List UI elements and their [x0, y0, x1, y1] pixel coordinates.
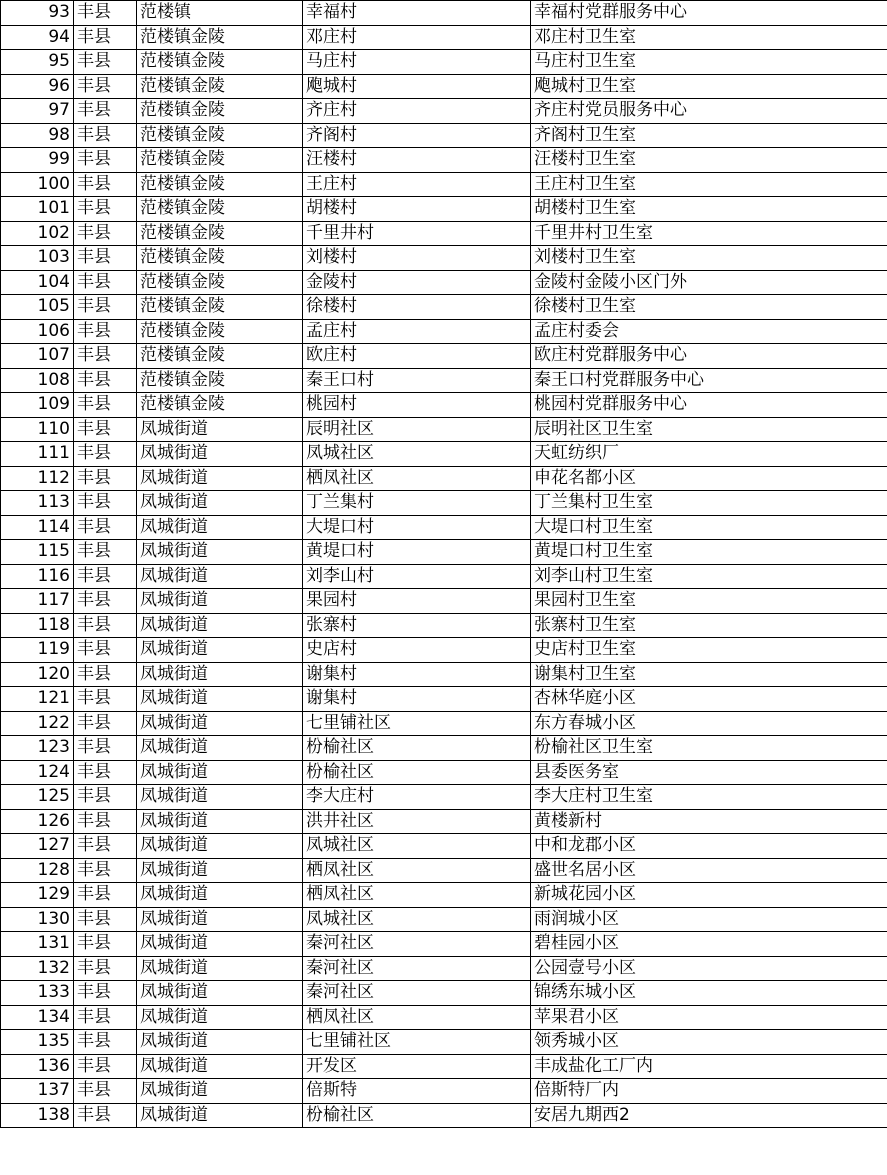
site-cell: 杏林华庭小区 [531, 687, 887, 712]
town-cell: 范楼镇金陵 [137, 246, 303, 271]
town-cell: 凤城街道 [137, 1054, 303, 1079]
county-cell: 丰县 [74, 197, 137, 222]
village-cell: 齐阁村 [303, 123, 531, 148]
row-number-cell: 122 [1, 711, 74, 736]
site-cell: 领秀城小区 [531, 1030, 887, 1055]
county-cell: 丰县 [74, 319, 137, 344]
row-number-cell: 120 [1, 662, 74, 687]
row-number-cell: 133 [1, 981, 74, 1006]
village-cell: 王庄村 [303, 172, 531, 197]
town-cell: 凤城街道 [137, 809, 303, 834]
town-cell: 凤城街道 [137, 442, 303, 467]
row-number-cell: 135 [1, 1030, 74, 1055]
row-number-cell: 123 [1, 736, 74, 761]
site-cell: 苹果君小区 [531, 1005, 887, 1030]
county-cell: 丰县 [74, 417, 137, 442]
site-cell: 枌榆社区卫生室 [531, 736, 887, 761]
village-cell: 桃园村 [303, 393, 531, 418]
county-cell: 丰县 [74, 736, 137, 761]
row-number-cell: 112 [1, 466, 74, 491]
site-cell: 张寨村卫生室 [531, 613, 887, 638]
village-cell: 胡楼村 [303, 197, 531, 222]
county-cell: 丰县 [74, 99, 137, 124]
town-cell: 凤城街道 [137, 638, 303, 663]
site-cell: 黄楼新村 [531, 809, 887, 834]
village-cell: 黄堤口村 [303, 540, 531, 565]
town-cell: 范楼镇金陵 [137, 50, 303, 75]
table-row [1, 1, 887, 26]
row-number-cell: 109 [1, 393, 74, 418]
village-cell: 倍斯特 [303, 1079, 531, 1104]
table-row [1, 907, 887, 932]
row-number-cell: 138 [1, 1103, 74, 1128]
row-number-cell: 128 [1, 858, 74, 883]
site-cell: 齐庄村党员服务中心 [531, 99, 887, 124]
table-body [1, 1, 887, 1128]
table-row [1, 319, 887, 344]
table-row [1, 687, 887, 712]
county-cell: 丰县 [74, 956, 137, 981]
site-cell: 齐阁村卫生室 [531, 123, 887, 148]
town-cell: 凤城街道 [137, 956, 303, 981]
village-cell: 七里铺社区 [303, 711, 531, 736]
table-row [1, 809, 887, 834]
row-number-cell: 129 [1, 883, 74, 908]
table-row [1, 540, 887, 565]
row-number-cell: 131 [1, 932, 74, 957]
site-cell: 新城花园小区 [531, 883, 887, 908]
site-cell: 桃园村党群服务中心 [531, 393, 887, 418]
row-number-cell: 114 [1, 515, 74, 540]
site-cell: 史店村卫生室 [531, 638, 887, 663]
county-cell: 丰县 [74, 687, 137, 712]
village-cell: 欧庄村 [303, 344, 531, 369]
town-cell: 范楼镇金陵 [137, 172, 303, 197]
row-number-cell: 108 [1, 368, 74, 393]
county-cell: 丰县 [74, 1079, 137, 1104]
county-cell: 丰县 [74, 711, 137, 736]
site-cell: 丁兰集村卫生室 [531, 491, 887, 516]
row-number-cell: 96 [1, 74, 74, 99]
town-cell: 范楼镇金陵 [137, 74, 303, 99]
site-cell: 黄堤口村卫生室 [531, 540, 887, 565]
row-number-cell: 116 [1, 564, 74, 589]
town-cell: 范楼镇金陵 [137, 99, 303, 124]
table-row [1, 221, 887, 246]
town-cell: 凤城街道 [137, 760, 303, 785]
row-number-cell: 103 [1, 246, 74, 271]
village-cell: 谢集村 [303, 662, 531, 687]
table-row [1, 932, 887, 957]
county-cell: 丰县 [74, 1054, 137, 1079]
county-cell: 丰县 [74, 246, 137, 271]
table-row [1, 1054, 887, 1079]
site-cell: 中和龙郡小区 [531, 834, 887, 859]
town-cell: 凤城街道 [137, 662, 303, 687]
row-number-cell: 98 [1, 123, 74, 148]
county-cell: 丰县 [74, 564, 137, 589]
table-row [1, 589, 887, 614]
table-row [1, 270, 887, 295]
village-cell: 果园村 [303, 589, 531, 614]
table-row [1, 711, 887, 736]
table-row [1, 638, 887, 663]
town-cell: 范楼镇金陵 [137, 25, 303, 50]
town-cell: 凤城街道 [137, 981, 303, 1006]
row-number-cell: 132 [1, 956, 74, 981]
village-cell: 马庄村 [303, 50, 531, 75]
table-row [1, 883, 887, 908]
county-cell: 丰县 [74, 613, 137, 638]
table-row [1, 466, 887, 491]
site-cell: 丰成盐化工厂内 [531, 1054, 887, 1079]
table-row [1, 172, 887, 197]
site-cell: 安居九期西2 [531, 1103, 887, 1128]
village-cell: 刘李山村 [303, 564, 531, 589]
village-cell: 金陵村 [303, 270, 531, 295]
town-cell: 范楼镇金陵 [137, 197, 303, 222]
town-cell: 凤城街道 [137, 589, 303, 614]
row-number-cell: 105 [1, 295, 74, 320]
table-row [1, 417, 887, 442]
village-cell: 飑城村 [303, 74, 531, 99]
row-number-cell: 117 [1, 589, 74, 614]
table-row [1, 785, 887, 810]
table-row [1, 99, 887, 124]
village-cell: 凤城社区 [303, 834, 531, 859]
town-cell: 凤城街道 [137, 834, 303, 859]
site-cell: 秦王口村党群服务中心 [531, 368, 887, 393]
site-cell: 马庄村卫生室 [531, 50, 887, 75]
site-cell: 公园壹号小区 [531, 956, 887, 981]
table-row [1, 760, 887, 785]
town-cell: 凤城街道 [137, 687, 303, 712]
row-number-cell: 102 [1, 221, 74, 246]
table-row [1, 834, 887, 859]
village-cell: 刘楼村 [303, 246, 531, 271]
row-number-cell: 127 [1, 834, 74, 859]
row-number-cell: 130 [1, 907, 74, 932]
village-cell: 开发区 [303, 1054, 531, 1079]
row-number-cell: 137 [1, 1079, 74, 1104]
site-cell: 东方春城小区 [531, 711, 887, 736]
site-cell: 孟庄村委会 [531, 319, 887, 344]
county-cell: 丰县 [74, 662, 137, 687]
county-cell: 丰县 [74, 270, 137, 295]
site-cell: 申花名都小区 [531, 466, 887, 491]
row-number-cell: 134 [1, 1005, 74, 1030]
row-number-cell: 115 [1, 540, 74, 565]
table-row [1, 736, 887, 761]
town-cell: 凤城街道 [137, 613, 303, 638]
site-cell: 汪楼村卫生室 [531, 148, 887, 173]
village-cell: 枌榆社区 [303, 1103, 531, 1128]
site-cell: 县委医务室 [531, 760, 887, 785]
table-row [1, 50, 887, 75]
row-number-cell: 97 [1, 99, 74, 124]
town-cell: 凤城街道 [137, 491, 303, 516]
site-cell: 天虹纺织厂 [531, 442, 887, 467]
row-number-cell: 111 [1, 442, 74, 467]
village-cell: 汪楼村 [303, 148, 531, 173]
site-cell: 王庄村卫生室 [531, 172, 887, 197]
site-cell: 千里井村卫生室 [531, 221, 887, 246]
county-cell: 丰县 [74, 344, 137, 369]
county-cell: 丰县 [74, 295, 137, 320]
town-cell: 凤城街道 [137, 736, 303, 761]
site-cell: 刘楼村卫生室 [531, 246, 887, 271]
town-cell: 范楼镇金陵 [137, 221, 303, 246]
row-number-cell: 136 [1, 1054, 74, 1079]
county-cell: 丰县 [74, 981, 137, 1006]
town-cell: 凤城街道 [137, 907, 303, 932]
county-cell: 丰县 [74, 1103, 137, 1128]
village-cell: 千里井村 [303, 221, 531, 246]
town-cell: 凤城街道 [137, 858, 303, 883]
county-cell: 丰县 [74, 589, 137, 614]
town-cell: 凤城街道 [137, 515, 303, 540]
site-cell: 欧庄村党群服务中心 [531, 344, 887, 369]
table-row [1, 981, 887, 1006]
village-cell: 李大庄村 [303, 785, 531, 810]
table-row [1, 197, 887, 222]
village-cell: 史店村 [303, 638, 531, 663]
row-number-cell: 94 [1, 25, 74, 50]
row-number-cell: 106 [1, 319, 74, 344]
table-row [1, 491, 887, 516]
table-row [1, 368, 887, 393]
village-cell: 齐庄村 [303, 99, 531, 124]
table-row [1, 295, 887, 320]
county-cell: 丰县 [74, 883, 137, 908]
town-cell: 范楼镇金陵 [137, 148, 303, 173]
row-number-cell: 95 [1, 50, 74, 75]
county-cell: 丰县 [74, 540, 137, 565]
county-cell: 丰县 [74, 148, 137, 173]
row-number-cell: 126 [1, 809, 74, 834]
county-cell: 丰县 [74, 785, 137, 810]
site-cell: 大堤口村卫生室 [531, 515, 887, 540]
village-cell: 栖凤社区 [303, 883, 531, 908]
table-row [1, 25, 887, 50]
table-row [1, 442, 887, 467]
village-cell: 七里铺社区 [303, 1030, 531, 1055]
town-cell: 凤城街道 [137, 785, 303, 810]
table-row [1, 74, 887, 99]
county-cell: 丰县 [74, 1, 137, 26]
row-number-cell: 121 [1, 687, 74, 712]
county-cell: 丰县 [74, 50, 137, 75]
county-cell: 丰县 [74, 393, 137, 418]
row-number-cell: 119 [1, 638, 74, 663]
table-row [1, 1030, 887, 1055]
site-cell: 飑城村卫生室 [531, 74, 887, 99]
town-cell: 凤城街道 [137, 1030, 303, 1055]
row-number-cell: 107 [1, 344, 74, 369]
village-cell: 栖凤社区 [303, 1005, 531, 1030]
site-cell: 雨润城小区 [531, 907, 887, 932]
site-cell: 徐楼村卫生室 [531, 295, 887, 320]
table-row [1, 858, 887, 883]
county-cell: 丰县 [74, 515, 137, 540]
county-cell: 丰县 [74, 123, 137, 148]
town-cell: 凤城街道 [137, 540, 303, 565]
village-cell: 秦王口村 [303, 368, 531, 393]
town-cell: 凤城街道 [137, 1103, 303, 1128]
county-cell: 丰县 [74, 834, 137, 859]
town-cell: 范楼镇金陵 [137, 123, 303, 148]
table-row [1, 344, 887, 369]
county-cell: 丰县 [74, 25, 137, 50]
village-cell: 凤城社区 [303, 907, 531, 932]
village-cell: 辰明社区 [303, 417, 531, 442]
village-cell: 凤城社区 [303, 442, 531, 467]
town-cell: 凤城街道 [137, 466, 303, 491]
village-cell: 秦河社区 [303, 956, 531, 981]
town-cell: 凤城街道 [137, 711, 303, 736]
county-cell: 丰县 [74, 442, 137, 467]
table-row [1, 613, 887, 638]
row-number-cell: 93 [1, 1, 74, 26]
site-cell: 盛世名居小区 [531, 858, 887, 883]
row-number-cell: 125 [1, 785, 74, 810]
row-number-cell: 124 [1, 760, 74, 785]
table-row [1, 515, 887, 540]
county-cell: 丰县 [74, 1005, 137, 1030]
site-cell: 果园村卫生室 [531, 589, 887, 614]
county-cell: 丰县 [74, 74, 137, 99]
table-row [1, 246, 887, 271]
town-cell: 凤城街道 [137, 417, 303, 442]
table-row [1, 1079, 887, 1104]
town-cell: 范楼镇金陵 [137, 393, 303, 418]
village-cell: 枌榆社区 [303, 760, 531, 785]
town-cell: 凤城街道 [137, 883, 303, 908]
table-row [1, 393, 887, 418]
row-number-cell: 99 [1, 148, 74, 173]
village-cell: 张寨村 [303, 613, 531, 638]
table-row [1, 662, 887, 687]
village-cell: 孟庄村 [303, 319, 531, 344]
site-cell: 锦绣东城小区 [531, 981, 887, 1006]
town-cell: 凤城街道 [137, 1079, 303, 1104]
county-cell: 丰县 [74, 809, 137, 834]
county-cell: 丰县 [74, 368, 137, 393]
row-number-cell: 110 [1, 417, 74, 442]
village-cell: 秦河社区 [303, 932, 531, 957]
county-cell: 丰县 [74, 221, 137, 246]
county-cell: 丰县 [74, 760, 137, 785]
table-row [1, 1005, 887, 1030]
table-row [1, 148, 887, 173]
county-cell: 丰县 [74, 638, 137, 663]
town-cell: 凤城街道 [137, 932, 303, 957]
town-cell: 范楼镇金陵 [137, 319, 303, 344]
village-cell: 栖凤社区 [303, 466, 531, 491]
village-cell: 洪井社区 [303, 809, 531, 834]
site-cell: 李大庄村卫生室 [531, 785, 887, 810]
county-cell: 丰县 [74, 932, 137, 957]
village-cell: 丁兰集村 [303, 491, 531, 516]
county-cell: 丰县 [74, 907, 137, 932]
village-cell: 谢集村 [303, 687, 531, 712]
site-cell: 倍斯特厂内 [531, 1079, 887, 1104]
table-row [1, 564, 887, 589]
village-cell: 秦河社区 [303, 981, 531, 1006]
county-cell: 丰县 [74, 1030, 137, 1055]
town-cell: 凤城街道 [137, 1005, 303, 1030]
site-cell: 金陵村金陵小区门外 [531, 270, 887, 295]
table-row [1, 956, 887, 981]
village-cell: 大堤口村 [303, 515, 531, 540]
row-number-cell: 113 [1, 491, 74, 516]
village-cell: 徐楼村 [303, 295, 531, 320]
site-cell: 邓庄村卫生室 [531, 25, 887, 50]
town-cell: 凤城街道 [137, 564, 303, 589]
site-cell: 谢集村卫生室 [531, 662, 887, 687]
county-cell: 丰县 [74, 466, 137, 491]
row-number-cell: 101 [1, 197, 74, 222]
town-cell: 范楼镇金陵 [137, 344, 303, 369]
town-cell: 范楼镇金陵 [137, 270, 303, 295]
row-number-cell: 100 [1, 172, 74, 197]
site-cell: 辰明社区卫生室 [531, 417, 887, 442]
county-cell: 丰县 [74, 858, 137, 883]
site-cell: 刘李山村卫生室 [531, 564, 887, 589]
table-row [1, 123, 887, 148]
town-cell: 范楼镇 [137, 1, 303, 26]
town-cell: 范楼镇金陵 [137, 368, 303, 393]
row-number-cell: 104 [1, 270, 74, 295]
county-cell: 丰县 [74, 172, 137, 197]
site-cell: 碧桂园小区 [531, 932, 887, 957]
town-cell: 范楼镇金陵 [137, 295, 303, 320]
village-cell: 邓庄村 [303, 25, 531, 50]
site-cell: 幸福村党群服务中心 [531, 1, 887, 26]
table-row [1, 1103, 887, 1128]
village-cell: 枌榆社区 [303, 736, 531, 761]
county-cell: 丰县 [74, 491, 137, 516]
village-cell: 栖凤社区 [303, 858, 531, 883]
site-cell: 胡楼村卫生室 [531, 197, 887, 222]
village-cell: 幸福村 [303, 1, 531, 26]
row-number-cell: 118 [1, 613, 74, 638]
